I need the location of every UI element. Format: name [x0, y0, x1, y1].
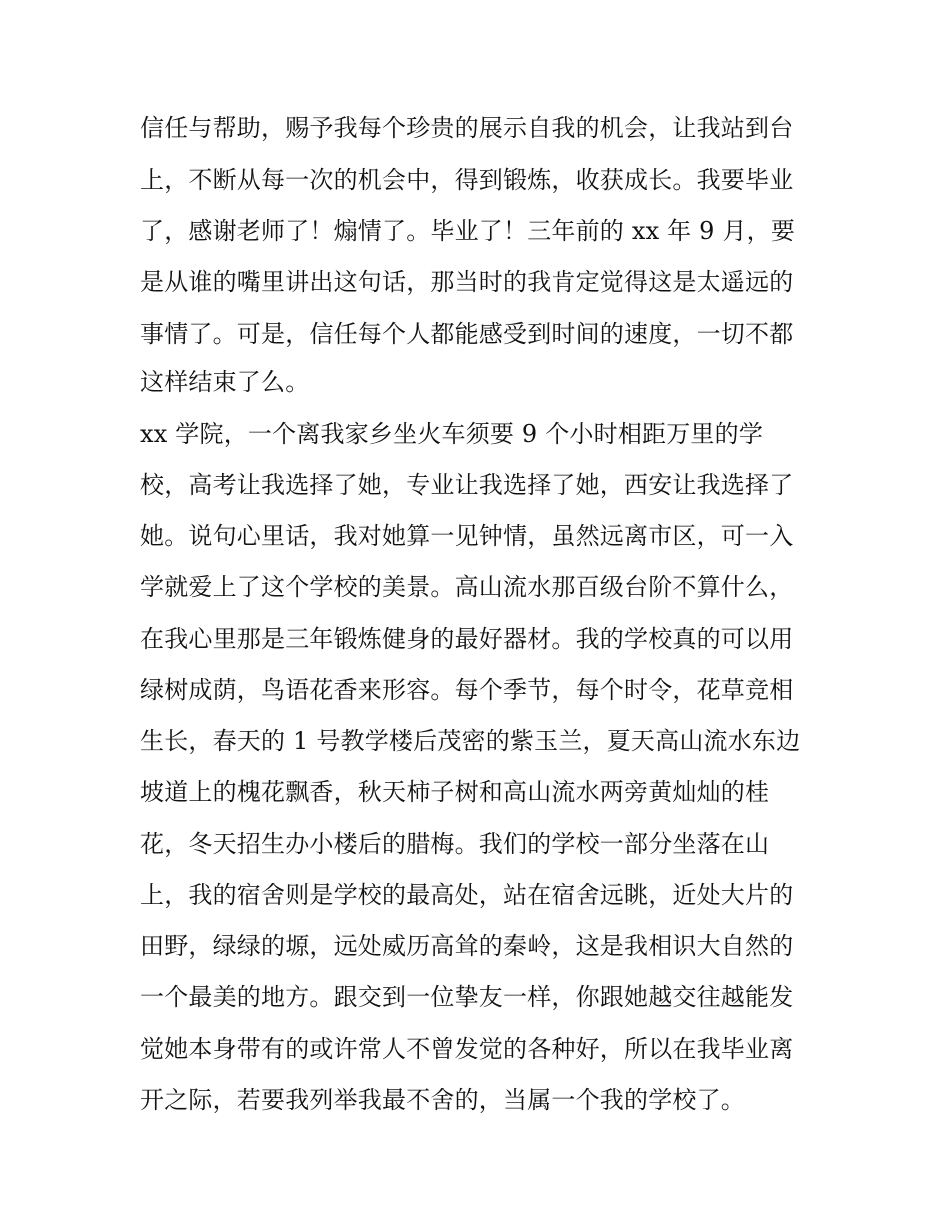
text-line: 觉她本身带有的或许常人不曾发觉的各种好，所以在我毕业离 [140, 1035, 794, 1063]
text-line: 开之际，若要我列举我最不舍的，当属一个我的学校了。 [140, 1086, 745, 1114]
text-line: 在我心里那是三年锻炼健身的最好器材。我的学校真的可以用 [140, 625, 794, 653]
text-line: 上，不断从每一次的机会中，得到锻炼，收获成长。我要毕业 [140, 166, 794, 194]
text-line: 一个最美的地方。跟交到一位挚友一样，你跟她越交往越能发 [140, 983, 794, 1011]
text-line: 生长，春天的 1 号教学楼后茂密的紫玉兰，夏天高山流水东边 [140, 727, 801, 755]
text-line: xx 学院，一个离我家乡坐火车须要 9 个小时相距万里的学 [140, 420, 764, 448]
text-line: 上，我的宿舍则是学校的最高处，站在宿舍远眺，近处大片的 [140, 881, 794, 909]
text-line: 绿树成荫，鸟语花香来形容。每个季节，每个时令，花草竞相 [140, 676, 794, 704]
text-line: 她。说句心里话，我对她算一见钟情，虽然远离市区，可一入 [140, 522, 794, 550]
text-line: 了，感谢老师了！煽情了。毕业了！三年前的 xx 年 9 月，要 [140, 217, 796, 245]
text-line: 这样结束了么。 [140, 368, 310, 396]
text-line: 事情了。可是，信任每个人都能感受到时间的速度，一切不都 [140, 320, 794, 348]
text-line: 坡道上的槐花飘香，秋天柿子树和高山流水两旁黄灿灿的桂 [140, 778, 770, 806]
text-line: 是从谁的嘴里讲出这句话，那当时的我肯定觉得这是太遥远的 [140, 268, 794, 296]
text-line: 校，高考让我选择了她，专业让我选择了她，西安让我选择了 [140, 471, 794, 499]
text-line: 学就爱上了这个学校的美景。高山流水那百级台阶不算什么， [140, 573, 794, 601]
text-line: 信任与帮助，赐予我每个珍贵的展示自我的机会，让我站到台 [140, 114, 794, 142]
text-line: 田野，绿绿的塬，远处威历高耸的秦岭，这是我相识大自然的 [140, 932, 794, 960]
text-line: 花，冬天招生办小楼后的腊梅。我们的学校一部分坐落在山 [140, 830, 770, 858]
